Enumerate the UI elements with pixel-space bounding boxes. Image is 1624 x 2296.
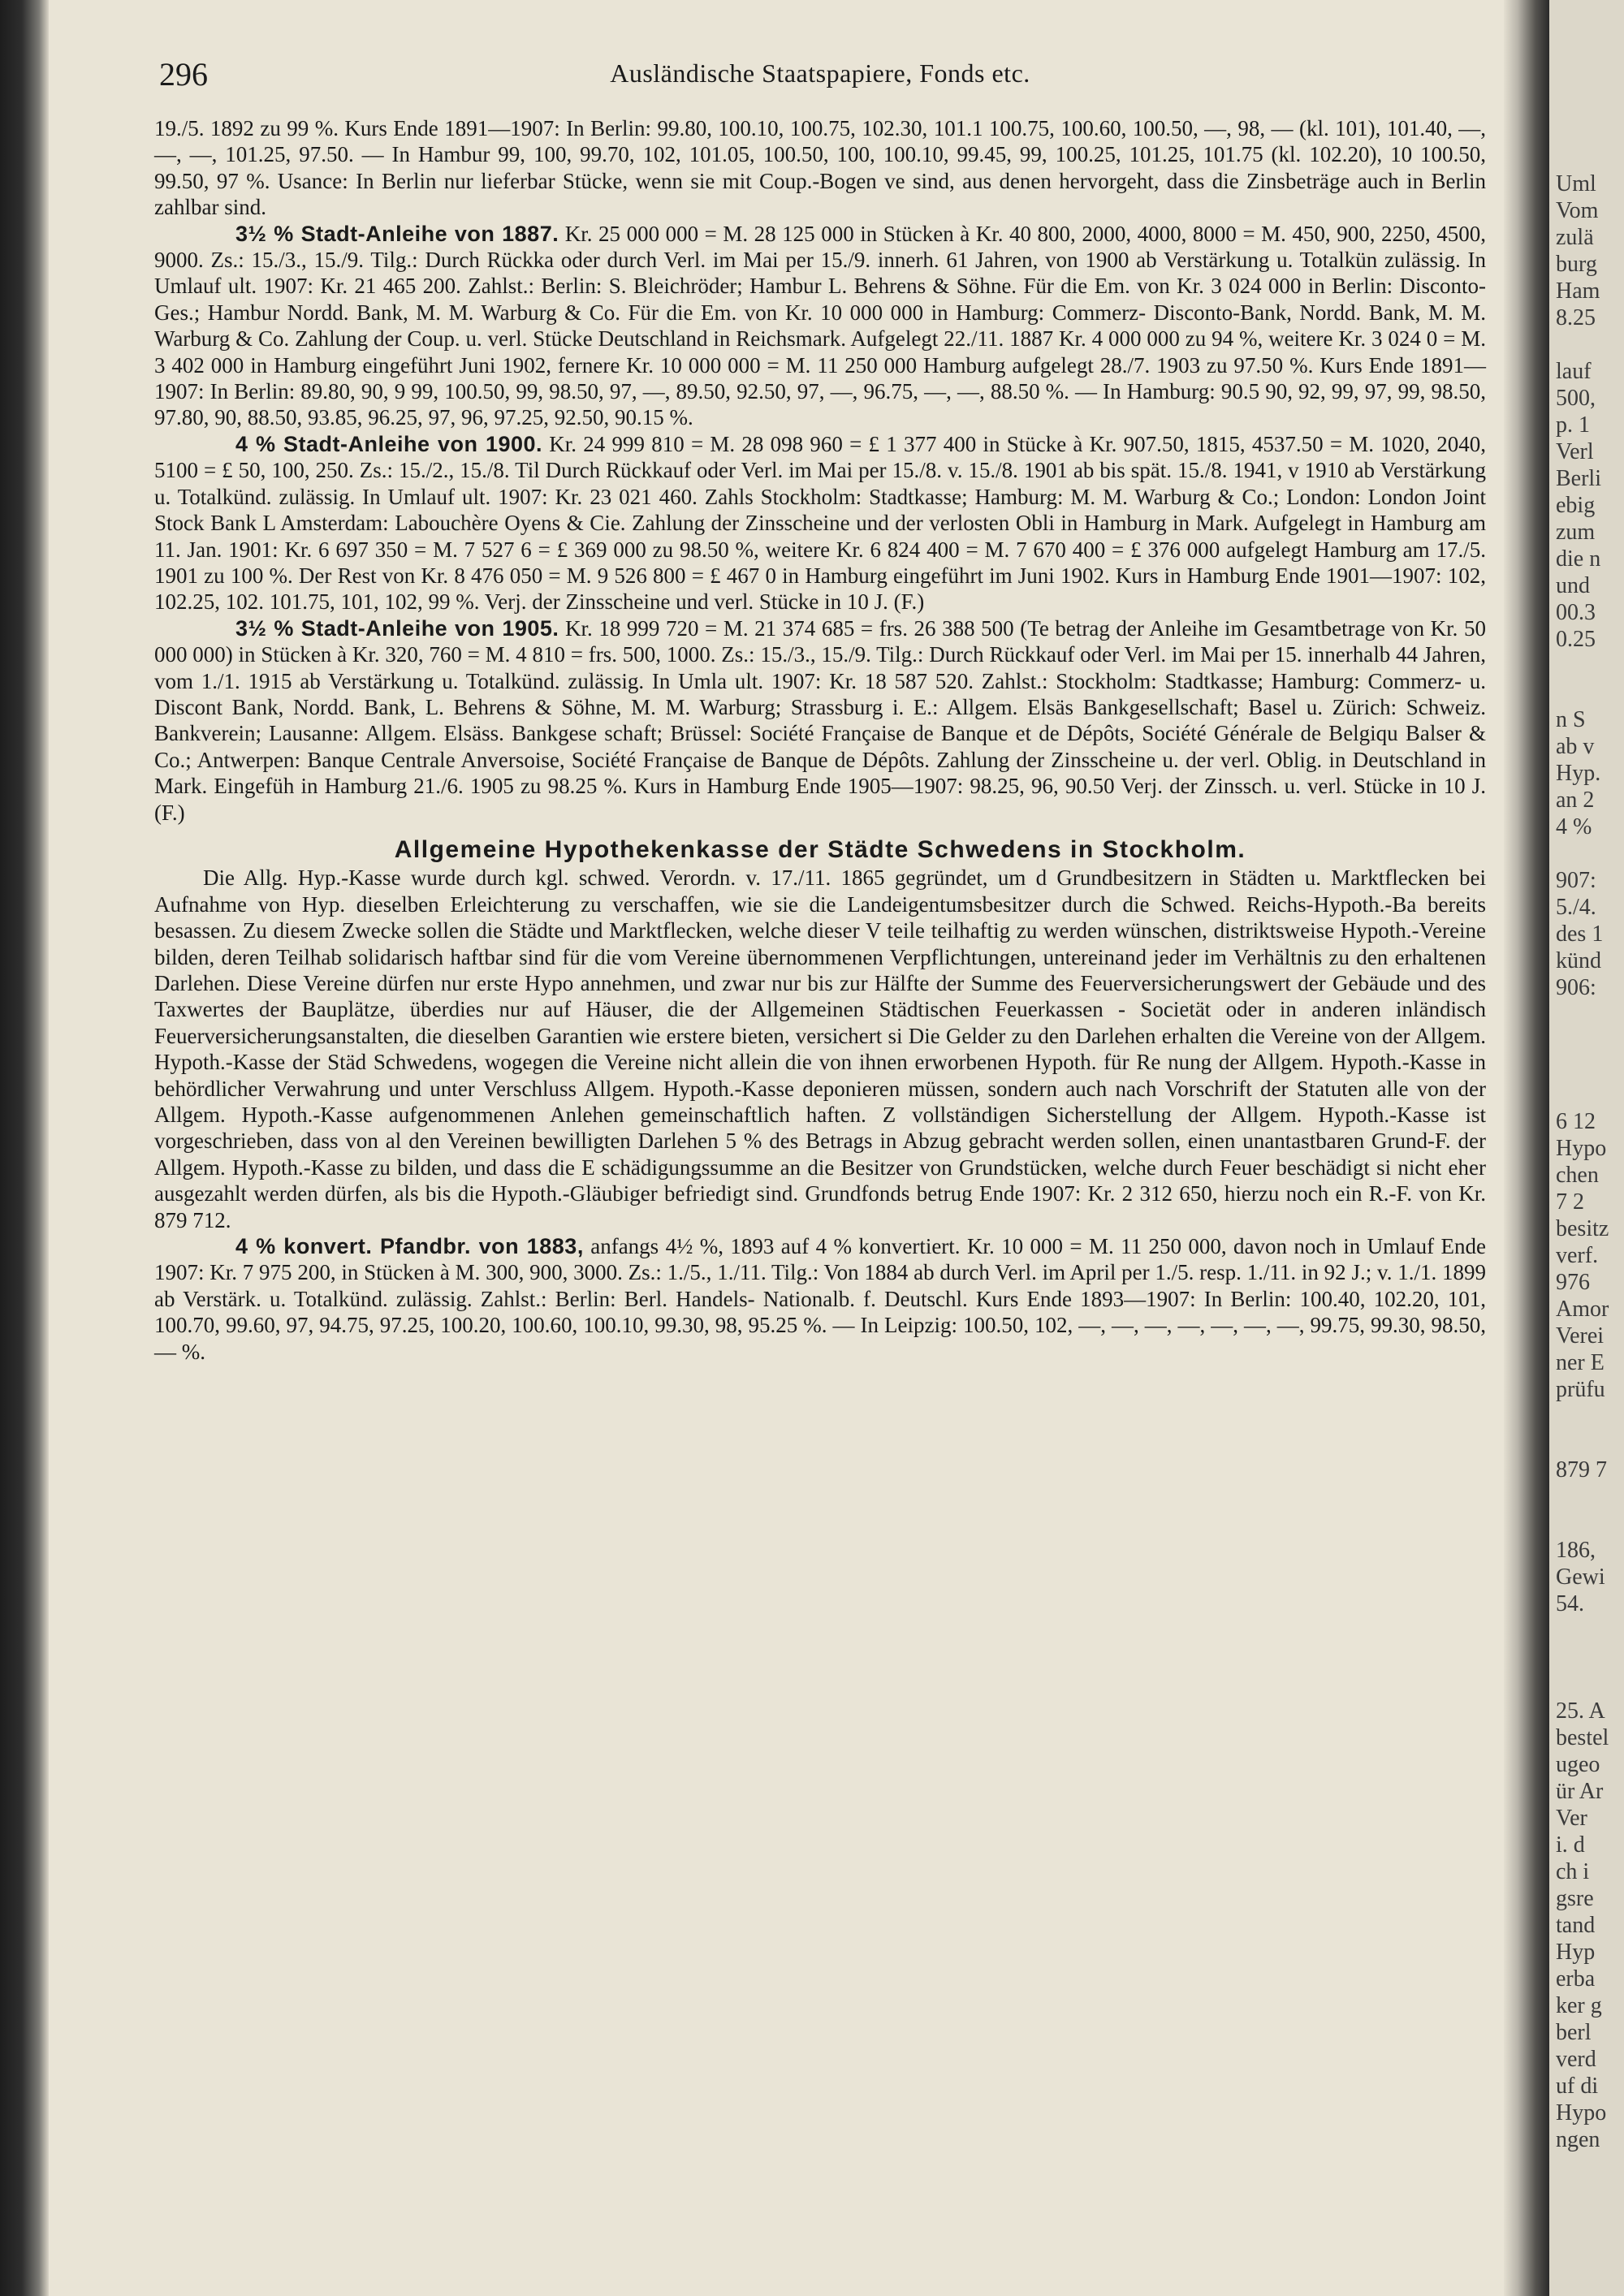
facing-page-line: 7 2 [1556, 1189, 1584, 1215]
paragraph-continuation [154, 115, 1486, 221]
facing-page-line: 25. A [1556, 1698, 1605, 1724]
running-title: Ausländische Staatspapiere, Fonds etc. [610, 58, 1030, 88]
facing-page-line: Berli [1556, 466, 1601, 491]
facing-page-line: besitz [1556, 1216, 1609, 1241]
facing-page-line: 186, [1556, 1538, 1596, 1563]
facing-page-line: berl [1556, 2020, 1592, 2045]
facing-page-fragment [1549, 0, 1624, 2296]
facing-page-line [1549, 1483, 1624, 1510]
facing-page-line: zulä [1556, 225, 1594, 250]
document-body [154, 115, 1486, 1365]
facing-page-line [1549, 1430, 1624, 1457]
facing-page-line: verf. [1556, 1243, 1599, 1268]
facing-page-line: 6 12 [1556, 1109, 1596, 1134]
facing-page-line: gsre [1556, 1886, 1594, 1911]
facing-page-line: 8.25 [1556, 305, 1596, 330]
book-gutter-shadow [1504, 0, 1549, 2296]
facing-page-line: lauf [1556, 359, 1592, 384]
facing-page-line [1549, 331, 1624, 358]
facing-page-line: ebig [1556, 493, 1596, 518]
facing-page-line: uf di [1556, 2074, 1599, 2099]
facing-page-line [1549, 1055, 1624, 1081]
facing-page-line: Amor [1556, 1297, 1609, 1322]
facing-page-line: burg [1556, 252, 1597, 277]
facing-page-line: tand [1556, 1913, 1596, 1938]
bond-heading: 3½ % Stadt-Anleihe von 1887. [235, 221, 559, 246]
facing-page-line: zum [1556, 520, 1596, 545]
facing-page-line: chen [1556, 1163, 1599, 1188]
facing-page-line: p. 1 [1556, 412, 1590, 438]
facing-page-line: Vom [1556, 198, 1599, 223]
facing-page-line: des 1 [1556, 921, 1604, 947]
facing-page-line [1549, 1403, 1624, 1430]
facing-page-line: ner E [1556, 1350, 1605, 1375]
document-page [154, 49, 1486, 1365]
facing-page-line: erba [1556, 1966, 1596, 1992]
paragraph-text: Kr. 24 999 810 = M. 28 098 960 = £ 1 377 400 in Stücke à Kr. 907.50, 1815, 4537.50 = M. 1020, 2040, 5100 = £ 50, 100, 250. Zs.: 15./2., 15./8. Til Durch Rückkauf oder Verl. im Mai per 15./8. v. 15./8. 1901 ab bis spät. 15./8. 1941, v 1910 ab Verstärkung u. Totalkünd. zulässig. In Umlauf ult. 1907: Kr. 23 021 460. Zahls Stockholm: Stadtkasse; Hamburg: M. M. Warburg & Co.; London: London Joint Stock Bank L Amsterdam: Labouchère Oyens & Cie. Zahlung der Zinsscheine und der verlosten Obli in Hamburg in Mark. Aufgelegt in Hamburg am 11. Jan. 1901: Kr. 6 697 350 = M. 7 527 6 = £ 369 000 zu 98.50 %, weitere Kr. 6 824 400 = M. 7 670 400 = £ 376 000 aufgelegt Hamburg am 17./5. 1901 zu 100 %. Der Rest von Kr. 8 476 050 = M. 9 526 800 = £ 467 0 in Hamburg eingeführt im Juni 1902. Kurs in Hamburg Ende 1901—1907: 102, 102.25, 102. 101.75, 101, 102, 99 %. Verj. der Zinsscheine und verl. Stücke in 10 J. (F.) [154, 431, 1487, 615]
page-number: 296 [159, 56, 208, 93]
facing-page-line: 0.25 [1556, 627, 1596, 652]
paragraph-text: Kr. 18 999 720 = M. 21 374 685 = frs. 26 388 500 (Te betrag der Anleihe im Gesamtbetrage von Kr. 50 000 000) in Stücken à Kr. 320, 760 = M. 4 810 = frs. 500, 1000. Zs.: 15./3., 15./9. Tilg.: Durch Rückkauf oder Verl. im Mai per 15. innerhalb 44 Jahren, vom 1./1. 1915 ab Verstärkung u. Totalkünd. zulässig. In Umla ult. 1907: Kr. 18 587 520. Zahlst.: Stockholm: Stadtkasse; Hamburg: Commerz- u. Discont Bank, Nordd. Bank, L. Behrens & Söhne, M. M. Warburg; Strassburg i. E.: Allgem. Elsäs Bankgesellschaft; Basel u. Zürich: Schweiz. Bankverein; Lausanne: Allgem. Elsäss. Bankgese schaft; Brüssel: Société Française de Banque et de Dépôts, Société Générale de Belgiqu Balser & Co.; Antwerpen: Banque Centrale Anversoise, Société Française de Banque de Dépôts. Zahlung der Zinsscheine u. der verl. Oblig. in Deutschland in Mark. Eingefüh in Hamburg 21./6. 1905 zu 98.25 %. Kurs in Hamburg Ende 1905—1907: 98.25, 96, 90.50 Verj. der Zinssch. u. verl. Stücke in 10 J. (F.) [154, 615, 1487, 825]
bond-entry-1887 [154, 221, 1486, 431]
facing-page-line: künd [1556, 948, 1601, 973]
facing-page-line [1549, 1671, 1624, 1698]
bond-heading: 3½ % Stadt-Anleihe von 1905. [235, 615, 559, 641]
scan-left-edge-shadow [0, 0, 49, 2296]
facing-page-line: 00.3 [1556, 600, 1596, 625]
facing-page-line: ch i [1556, 1859, 1590, 1884]
running-head [154, 49, 1486, 97]
facing-page-line [1549, 1644, 1624, 1671]
facing-page-line: die n [1556, 546, 1601, 572]
section-description [154, 865, 1486, 1233]
facing-page-line [1549, 1028, 1624, 1055]
facing-page-line: 5./4. [1556, 895, 1596, 920]
facing-page-line: n S [1556, 707, 1586, 732]
bond-heading: 4 % Stadt-Anleihe von 1900. [235, 431, 543, 456]
paragraph-text: Die Allg. Hyp.-Kasse wurde durch kgl. schwed. Verordn. v. 17./11. 1865 gegründet, um d Grundbesitzern in Städten u. Marktflecken bei Aufnahme von Hyp. dieselben Erleichterung zu verschaffen, wie sie die Landeigentumsbesitzer durch die Schwed. Reichs-Hypoth.-Ba bereits besassen. Zu diesem Zwecke sollen die Städte und Marktflecken, welche dieser V teile teilhaftig zu werden wünschen, distriktsweise Hypoth.-Vereine bilden, deren Teilhab solidarisch haftbar sind für die vom Vereine übernommenen Verpflichtungen, untereinand jeder im Verhältnis zu den erhaltenen Darlehen. Diese Vereine dürfen nur erste Hypo annehmen, und zwar nur bis zur Hälfte der Summe des Feuerversicherungswert der Gebäude und des Taxwertes der Bauplätze, überdies nur auf Häuser, die der Allgemeinen Städtischen Feuerkassen - Societät oder in anderen inländisch Feuerversicherungsanstalten, die dieselben Garantien wie erstere bieten, versichert si Die Gelder zu den Darlehen erhalten die Vereine von der Allgem. Hypoth.-Kasse der Städ Schwedens, wogegen die Vereine nicht allein die von ihnen erworbenen Hypoth. für Re nung der Allgem. Hypoth.-Kasse in behördlicher Verwahrung und unter Verschluss Allgem. Hypoth.-Kasse deponieren müssen, sondern auch nach Vorschrift der Statuten alle von der Allgem. Hypoth.-Kasse aufgenommenen Anlehen gemeinschaftlich haften. Z vollständigen Sicherstellung der Allgem. Hypoth.-Kasse ist vorgeschrieben, dass von al den Vereinen bewilligten Darlehen 5 % des Betrags in Abzug gebracht werden sollen, einen unantastbaren Grund-F. der Allgem. Hypoth.-Kasse zu bilden, und dass die E schädigungssumme an die Besitzer von Grundstücken, welche durch Feuer beschädigt si nicht eher ausgezahlt werden dürfen, als bis die Hypoth.-Gläubiger befriedigt sind. Grundfonds betrug Ende 1907: Kr. 2 312 650, hierzu noch ein R.-F. von Kr. 879 712. [154, 865, 1486, 1232]
facing-page-line [1549, 1617, 1624, 1644]
facing-page-line: bestel [1556, 1725, 1609, 1750]
facing-page-line: Uml [1556, 171, 1596, 196]
facing-page-line: Ham [1556, 278, 1600, 304]
bond-entry-pfandbr-1883 [154, 1233, 1486, 1365]
facing-page-line: Hyp. [1556, 761, 1601, 786]
paragraph-text: Kr. 25 000 000 = M. 28 125 000 in Stücken à Kr. 40 800, 2000, 4000, 8000 = M. 450, 900, 2250, 4500, 9000. Zs.: 15./3., 15./9. Tilg.: Durch Rückka oder durch Verl. im Mai per 15./9. innerh. 61 Jahren, von 1900 ab Verstärkung u. Totalkün zulässig. In Umlauf ult. 1907: Kr. 21 465 200. Zahlst.: Berlin: S. Bleichröder; Hambur L. Behrens & Söhne. Für die Em. von Kr. 3 024 000 in Berlin: Disconto-Ges.; Hambur Nordd. Bank, M. M. Warburg & Co. Für die Em. von Kr. 10 000 000 in Hamburg: Commerz- Disconto-Bank, Nordd. Bank, M. M. Warburg & Co. Zahlung der Coup. u. verl. Stücke Deutschland in Reichsmark. Aufgelegt 22./11. 1887 Kr. 4 000 000 zu 94 %, weitere Kr. 3 024 0 = M. 3 402 000 in Hamburg eingeführt Juni 1902, fernere Kr. 10 000 000 = M. 11 250 000 Hamburg aufgelegt 28./7. 1903 zu 97.50 %. Kurs Ende 1891—1907: In Berlin: 89.80, 90, 9 99, 100.50, 99, 98.50, 97, —, 89.50, 92.50, 97, —, 96.75, —, —, 88.50 %. — In Hamburg: 90.5 90, 92, 99, 97, 99, 98.50, 97.80, 90, 88.50, 93.85, 96.25, 97, 96, 97.25, 92.50, 90.15 %. [154, 221, 1487, 430]
facing-page-line: i. d [1556, 1832, 1585, 1858]
facing-page-line: 976 [1556, 1270, 1590, 1295]
facing-page-line: 500, [1556, 386, 1596, 411]
facing-page-line: 907: [1556, 868, 1596, 893]
facing-page-line: ngen [1556, 2127, 1600, 2152]
facing-page-line: ugeo [1556, 1752, 1600, 1777]
bond-entry-1905 [154, 615, 1486, 826]
paragraph-text: anfangs 4½ %, 1893 auf 4 % konvertiert. Kr. 10 000 = M. 11 250 000, davon noch in Umlauf Ende 1907: Kr. 7 975 200, in Stücken à M. 300, 900, 3000. Zs.: 1./5., 1./11. Tilg.: Von 1884 ab durch Verl. im April per 1./5. resp. 1./11. in 92 J.; v. 1./1. 1899 ab Verstärk. u. Totalkünd. zulässig. Zahlst.: Berlin: Berl. Handels- Nationalb. f. Deutschl. Kurs Ende 1893—1907: In Berlin: 100.40, 102.20, 101, 100.70, 99.60, 97, 94.75, 97.25, 100.20, 100.60, 100.10, 99.30, 98, 95.25 %. — In Leipzig: 100.50, 102, —, —, —, —, —, —, —, 99.75, 99.30, 98.50, — %. [154, 1234, 1486, 1364]
facing-page-line [1549, 1081, 1624, 1108]
facing-page-line: prüfu [1556, 1377, 1605, 1402]
facing-page-line: 879 7 [1556, 1457, 1607, 1482]
facing-page-line: 906: [1556, 975, 1596, 1000]
facing-page-line: Verl [1556, 439, 1594, 464]
facing-page-line: Hypo [1556, 1136, 1607, 1161]
facing-page-line [1549, 840, 1624, 867]
facing-page-line: Hypo [1556, 2100, 1607, 2126]
facing-page-line: und [1556, 573, 1590, 598]
facing-page-line: Hyp [1556, 1940, 1596, 1965]
facing-page-line: ür Ar [1556, 1779, 1604, 1804]
facing-page-lines [1549, 0, 1624, 2153]
facing-page-line: 54. [1556, 1591, 1584, 1616]
bond-heading: 4 % konvert. Pfandbr. von 1883, [235, 1234, 584, 1259]
facing-page-line [1549, 1510, 1624, 1537]
facing-page-line [1549, 653, 1624, 680]
facing-page-line: verd [1556, 2047, 1596, 2072]
facing-page-line: Ver [1556, 1806, 1587, 1831]
section-heading: Allgemeine Hypothekenkasse der Städte Schwedens in Stockholm. [394, 835, 1246, 863]
facing-page-line: an 2 [1556, 788, 1595, 813]
facing-page-line: Gewi [1556, 1564, 1605, 1590]
facing-page-line [1549, 1001, 1624, 1028]
facing-page-line: 4 % [1556, 814, 1592, 839]
facing-page-line: ker g [1556, 1993, 1602, 2018]
facing-page-line: Verei [1556, 1323, 1605, 1349]
bond-entry-1900 [154, 431, 1486, 615]
paragraph-text: 19./5. 1892 zu 99 %. Kurs Ende 1891—1907: In Berlin: 99.80, 100.10, 100.75, 102.30, 101.1 100.75, 100.60, 100.50, —, 98, — (kl. 101), 101.40, —, —, —, 101.25, 97.50. — In Hambur 99, 100, 99.70, 102, 101.05, 100.50, 100, 100.10, 99.45, 99, 100.25, 101.25, 101.75 (kl. 102.20), 10 100.50, 99.50, 97 %. Usance: In Berlin nur lieferbar Stücke, wenn sie mit Coup.-Bogen ve sind, aus denen hervorgeht, dass die Zinsbeträge auch in Berlin zahlbar sind. [154, 116, 1486, 220]
facing-page-line: ab v [1556, 734, 1595, 759]
facing-page-line [1549, 680, 1624, 706]
